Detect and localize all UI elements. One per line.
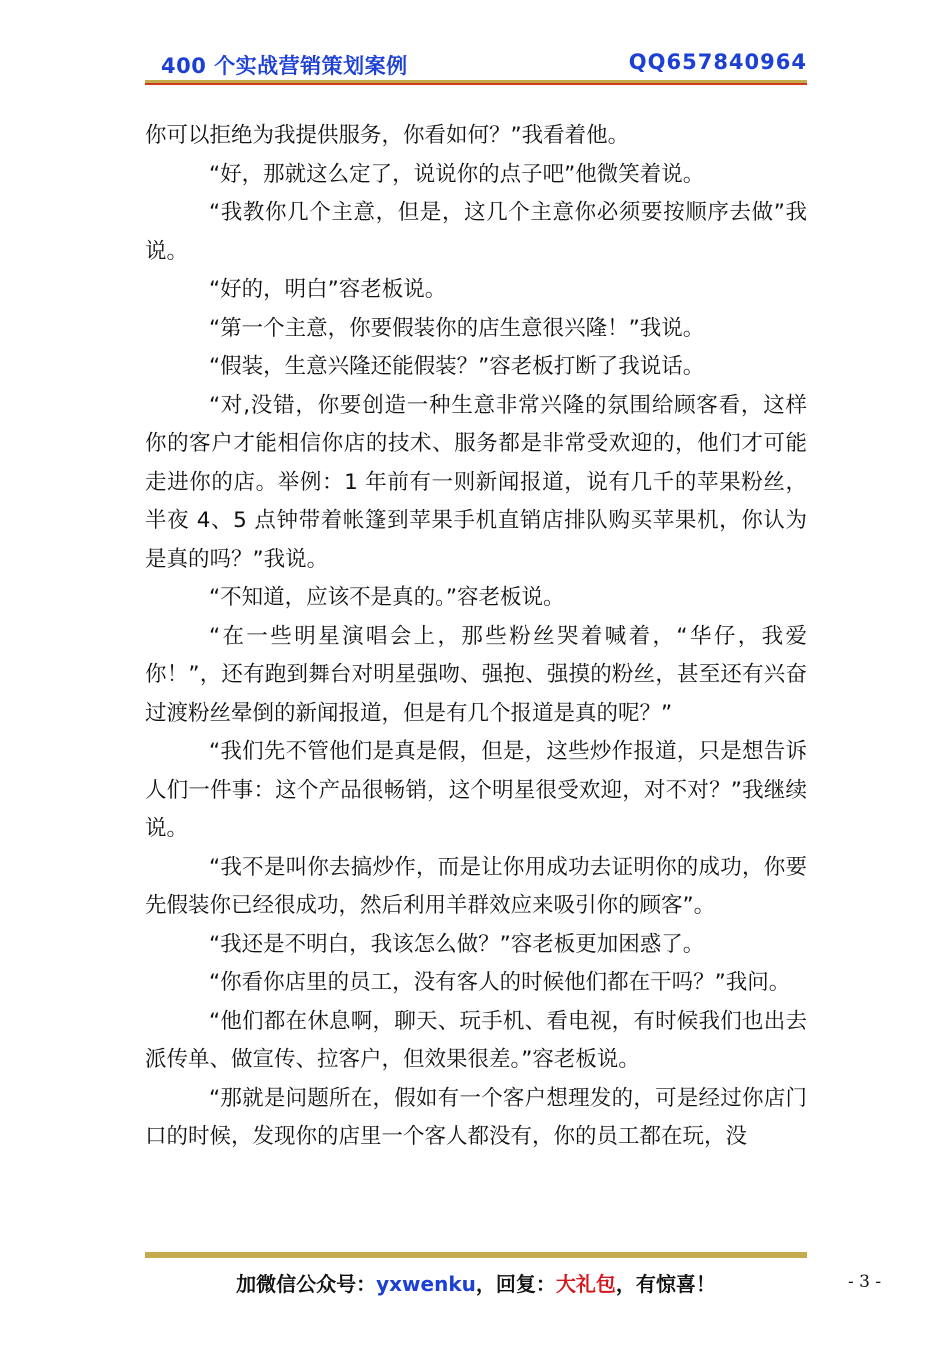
footer-rule	[145, 1252, 807, 1258]
paragraph: “好，那就这么定了，说说你的点子吧”他微笑着说。	[209, 161, 705, 187]
paragraph: 你可以拒绝为我提供服务，你看如何？”我看着他。	[145, 123, 630, 148]
paragraph: “我教你几个主意，但是，这几个主意你必须要按顺序去做”我说。	[145, 200, 807, 264]
header-qq: QQ657840964	[628, 50, 807, 74]
paragraph: “对,没错，你要创造一种生意非常兴隆的氛围给顾客看，这样你的客户才能相信你店的技术、服务都是非常受欢迎的，他们才可能走进你的店。举例：1 年前有一则新闻报道，说有几千的苹果粉丝，半夜 4、5 点钟带着帐篷到苹果手机直销店排队购买苹果机，你认为是真的吗？”我说。	[145, 392, 807, 572]
page-header	[145, 48, 807, 82]
wechat-account: yxwenku	[376, 1272, 476, 1296]
paragraph: “在一些明星演唱会上，那些粉丝哭着喊着，“华仔，我爱你！”，还有跑到舞台对明星强吻、强抱、强摸的粉丝，甚至还有兴奋过渡粉丝晕倒的新闻报道，但是有几个报道是真的呢？”	[145, 623, 807, 726]
footer-prefix: 加微信公众号：	[236, 1272, 377, 1296]
header-rule-red	[145, 83, 807, 85]
footer-suffix: ，有惊喜！	[615, 1272, 716, 1296]
footer-middle: ，回复：	[475, 1272, 556, 1296]
paragraph: “我不是叫你去搞炒作，而是让你用成功去证明你的成功，你要先假装你已经很成功，然后利用羊群效应来吸引你的顾客”。	[145, 854, 807, 918]
article-body	[145, 117, 807, 1157]
paragraph: “好的，明白”容老板说。	[209, 277, 447, 302]
paragraph: “他们都在休息啊，聊天、玩手机、看电视，有时候我们也出去派传单、做宣传、拉客户，但效果很差。”容老板说。	[145, 1008, 807, 1072]
page-footer	[145, 1268, 807, 1300]
paragraph: “我还是不明白，我该怎么做？”容老板更加困惑了。	[209, 931, 705, 957]
footer-keyword: 大礼包	[555, 1272, 616, 1296]
paragraph: “不知道，应该不是真的。”容老板说。	[209, 585, 565, 610]
paragraph: “假装，生意兴隆还能假装？”容老板打断了我说话。	[209, 354, 705, 379]
page-number: - 3 -	[848, 1272, 882, 1292]
header-title: 400 个实战营销策划案例	[161, 54, 408, 78]
paragraph: “你看你店里的员工，没有客人的时候他们都在干吗？”我问。	[209, 970, 791, 995]
paragraph: “那就是问题所在，假如有一个客户想理发的，可是经过你店门口的时候，发现你的店里一个客人都没有，你的员工都在玩，没	[145, 1085, 807, 1149]
paragraph: “第一个主意，你要假装你的店生意很兴隆！”我说。	[209, 315, 705, 341]
paragraph: “我们先不管他们是真是假，但是，这些炒作报道，只是想告诉人们一件事：这个产品很畅销，这个明星很受欢迎，对不对？”我继续说。	[145, 739, 807, 841]
